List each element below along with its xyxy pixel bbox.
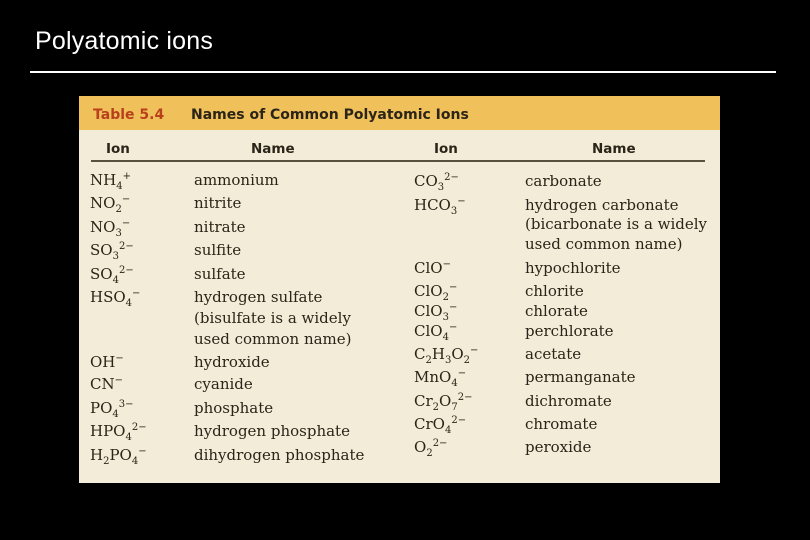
left-ion-name: nitrate bbox=[194, 218, 246, 236]
right-ion-formula: CrO$_4^{2-}$ bbox=[414, 415, 467, 436]
right-ion-name: carbonate bbox=[525, 172, 602, 190]
left-ion-name: (bisulfate is a widely bbox=[194, 309, 351, 327]
right-ion-name: perchlorate bbox=[525, 322, 614, 340]
left-ion-formula: $NO_3^-$ bbox=[90, 218, 131, 239]
right-ion-formula: $O_2^{2-}$ bbox=[414, 438, 448, 459]
right-ion-name: dichromate bbox=[525, 392, 612, 410]
left-ion-formula: $HPO_4^{2-}$ bbox=[90, 422, 147, 443]
left-ion-name: hydrogen sulfate bbox=[194, 288, 323, 306]
left-ion-formula: $NH_4^+$ bbox=[90, 171, 131, 192]
column-header-ion-right: Ion bbox=[434, 141, 458, 157]
table-caption-label: Table 5.4 bbox=[93, 107, 165, 123]
right-ion-name: used common name) bbox=[525, 235, 683, 253]
right-ion-formula: MnO$_4$− bbox=[414, 368, 467, 389]
left-ion-name: sulfite bbox=[194, 241, 242, 259]
slide-title: Polyatomic ions bbox=[35, 27, 214, 55]
left-ion-name: sulfate bbox=[194, 265, 246, 283]
right-ion-formula: $HCO_3^-$ bbox=[414, 196, 466, 217]
left-ion-formula: $SO_3^{2-}$ bbox=[90, 241, 134, 262]
right-ion-name: hydrogen carbonate bbox=[525, 196, 679, 214]
polyatomic-ions-table bbox=[79, 96, 720, 483]
left-ion-formula: $SO_4^{2-}$ bbox=[90, 265, 134, 286]
left-ion-name: nitrite bbox=[194, 194, 242, 212]
right-ion-formula: ClO$_2$− bbox=[414, 282, 458, 303]
right-ion-name: chlorite bbox=[525, 282, 584, 300]
title-divider bbox=[30, 71, 776, 73]
left-ion-formula: $HSO_4^-$ bbox=[90, 288, 141, 309]
left-ion-name: used common name) bbox=[194, 330, 352, 348]
column-header-name-left: Name bbox=[251, 141, 295, 157]
left-ion-formula: $PO_4^{3-}$ bbox=[90, 399, 134, 420]
right-ion-name: chromate bbox=[525, 415, 598, 433]
right-ion-formula: ClO$_4$− bbox=[414, 322, 458, 343]
right-ion-name: peroxide bbox=[525, 438, 592, 456]
left-ion-name: ammonium bbox=[194, 171, 279, 189]
column-header-name-right: Name bbox=[592, 141, 636, 157]
right-ion-formula: ClO$_3$− bbox=[414, 302, 458, 323]
left-ion-formula: $H_2PO_4^-$ bbox=[90, 446, 147, 467]
right-ion-formula: $Cr_2O_7^{2-}$ bbox=[414, 392, 473, 413]
left-ion-formula: $NO_2^-$ bbox=[90, 194, 131, 215]
right-ion-name: permanganate bbox=[525, 368, 636, 386]
right-ion-formula: $C_2H_3O_2^-$ bbox=[414, 345, 479, 366]
left-ion-formula: CN− bbox=[90, 375, 123, 393]
column-header-ion-left: Ion bbox=[106, 141, 130, 157]
table-caption-bar bbox=[79, 96, 720, 130]
left-ion-name: hydroxide bbox=[194, 353, 270, 371]
left-ion-name: hydrogen phosphate bbox=[194, 422, 350, 440]
header-divider bbox=[91, 160, 705, 162]
table-caption-text: Names of Common Polyatomic Ions bbox=[191, 107, 469, 123]
right-ion-formula: ClO− bbox=[414, 259, 451, 277]
right-ion-formula: $CO_3^{2-}$ bbox=[414, 172, 459, 193]
left-ion-name: cyanide bbox=[194, 375, 253, 393]
right-ion-name: chlorate bbox=[525, 302, 588, 320]
right-ion-name: acetate bbox=[525, 345, 582, 363]
left-ion-name: dihydrogen phosphate bbox=[194, 446, 365, 464]
right-ion-name: (bicarbonate is a widely bbox=[525, 215, 708, 233]
right-ion-name: hypochlorite bbox=[525, 259, 621, 277]
left-ion-name: phosphate bbox=[194, 399, 274, 417]
left-ion-formula: OH− bbox=[90, 353, 124, 371]
